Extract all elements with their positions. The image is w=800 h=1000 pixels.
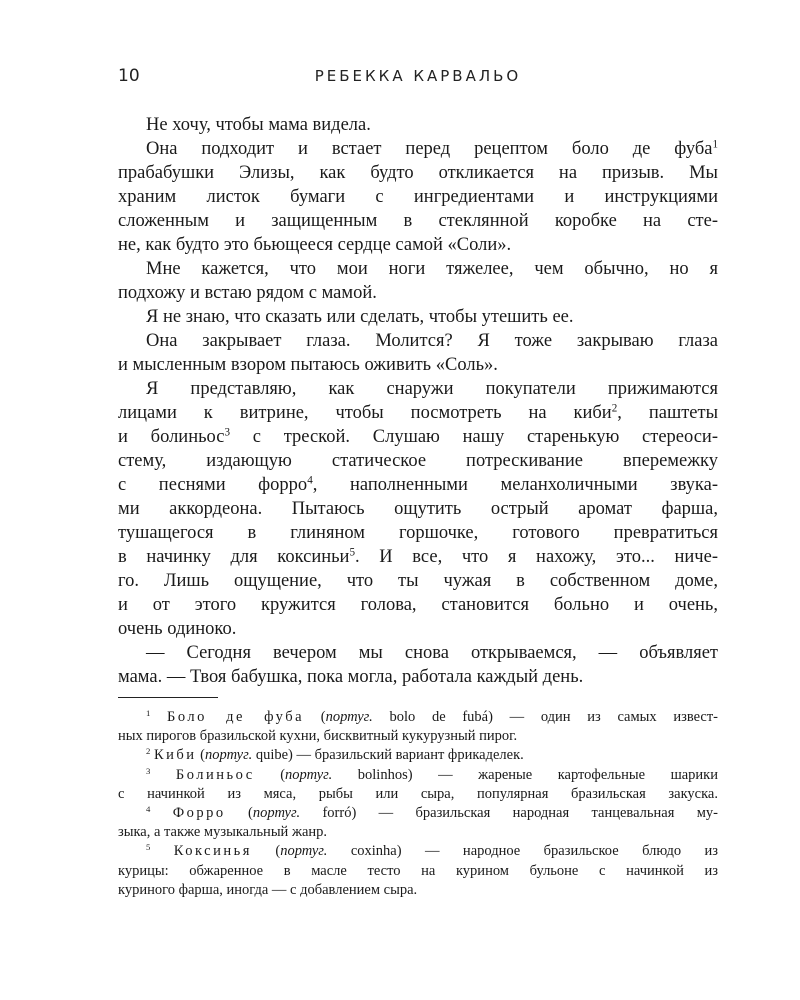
body-text	[118, 113, 718, 689]
text-segment: bolo de fubá) — один из самых извест-	[372, 709, 719, 725]
body-line	[118, 113, 718, 137]
text-segment: лицами к витрине, чтобы посмотреть на киби	[118, 403, 612, 423]
footnote-marker: 3	[224, 426, 231, 439]
text-segment: ми аккордеона. Пытаюсь ощутить острый аромат фарша,	[118, 499, 718, 519]
text-segment: coxinha) — народное бразильское блюдо из	[327, 843, 718, 860]
body-line	[118, 617, 718, 641]
text-segment: португ.	[205, 747, 253, 764]
footnote-line	[118, 842, 718, 861]
text-segment: (	[304, 709, 326, 725]
text-segment: Я представляю, как снаружи покупатели прижимаются	[146, 379, 718, 399]
text-segment: Она закрывает глаза. Молится? Я тоже закрываю глаза	[146, 331, 718, 351]
text-segment: Болиньос	[175, 766, 255, 783]
footnote-divider	[118, 697, 218, 698]
body-line	[118, 425, 718, 449]
text-segment: португ.	[280, 843, 328, 860]
body-line	[118, 257, 718, 281]
footnote-line	[118, 804, 718, 823]
body-line	[118, 497, 718, 521]
text-segment: (	[196, 747, 206, 764]
text-segment: с песнями форро	[118, 475, 308, 495]
text-segment: (	[225, 804, 253, 821]
page-number: 10	[118, 66, 140, 86]
text-segment: сложенным и защищенным в стеклянной коробке на сте-	[118, 211, 718, 231]
footnote-line	[118, 823, 718, 842]
text-segment: и болиньос	[118, 427, 225, 447]
text-segment: ных пирогов бразильской кухни, бисквитный кукурузный пирог.	[118, 728, 518, 745]
body-line	[118, 305, 718, 329]
text-segment: . И все, что я нахожу, это... ниче-	[355, 547, 718, 567]
text-segment: португ.	[285, 766, 333, 783]
text-segment: , наполненными меланхоличными звука-	[312, 475, 719, 495]
text-segment	[150, 767, 176, 783]
body-line	[118, 377, 718, 401]
footnote-line	[118, 785, 718, 804]
text-segment: Не хочу, чтобы мама видела.	[146, 115, 371, 135]
body-line	[118, 161, 718, 185]
text-segment: Мне кажется, что мои ноги тяжелее, чем обычно, но я	[146, 259, 718, 279]
body-line	[118, 545, 718, 569]
footnote-marker: 1	[146, 707, 151, 718]
text-segment: тушащегося в глиняном горшочке, готового превратиться	[118, 523, 718, 543]
body-line	[118, 401, 718, 425]
body-line	[118, 353, 718, 377]
text-segment: мама. — Твоя бабушка, пока могла, работала каждый день.	[118, 667, 584, 687]
text-segment: , паштеты	[617, 403, 718, 423]
text-segment: quibe) — бразильский вариант фрикаделек.	[252, 747, 524, 764]
text-segment: bolinhos) — жареные картофельные шарики	[332, 766, 718, 783]
text-segment: прабабушки Элизы, как будто откликается на призыв. Мы	[118, 163, 718, 183]
footnote-line	[118, 862, 718, 881]
text-segment	[150, 843, 173, 859]
body-line	[118, 233, 718, 257]
text-segment: и мысленным взором пытаюсь оживить «Соль».	[118, 355, 498, 375]
text-segment: — Сегодня вечером мы снова открываемся, — объявляет	[146, 643, 718, 663]
footnote-marker: 1	[712, 138, 718, 151]
text-segment: стему, издающую статическое потрескивание вперемежку	[118, 451, 718, 471]
text-segment: (	[251, 843, 281, 860]
text-segment: (	[254, 766, 286, 783]
text-segment: и от этого кружится голова, становится больно и очень,	[118, 595, 718, 615]
text-segment: зыка, а также музыкальный жанр.	[118, 824, 328, 841]
body-line	[118, 449, 718, 473]
body-line	[118, 521, 718, 545]
footnote-marker: 4	[307, 474, 313, 487]
text-segment: подхожу и встаю рядом с мамой.	[118, 283, 377, 303]
body-line	[118, 281, 718, 305]
body-line	[118, 665, 718, 689]
footnote-marker: 4	[146, 803, 151, 814]
body-line	[118, 185, 718, 209]
text-segment: Коксинья	[173, 843, 252, 860]
text-segment: Она подходит и встает перед рецептом боло де фуба	[146, 139, 713, 159]
text-segment: храним листок бумаги с ингредиентами и инструкциями	[118, 187, 718, 207]
text-segment: Киби	[153, 747, 197, 764]
footnotes	[118, 708, 718, 900]
text-segment	[150, 709, 167, 725]
body-line	[118, 569, 718, 593]
footnote-line	[118, 708, 718, 727]
footnote-line	[118, 727, 718, 746]
body-line	[118, 209, 718, 233]
footnote-line	[118, 766, 718, 785]
text-segment: очень одиноко.	[118, 619, 237, 639]
text-segment: с треской. Слушаю нашу старенькую стереоси-	[230, 427, 718, 447]
footnote-marker: 5	[146, 842, 151, 853]
text-segment: куриного фарша, иногда — с добавлением сыра.	[118, 881, 418, 898]
footnote-marker: 5	[349, 546, 356, 559]
footnote-marker: 2	[146, 746, 151, 757]
text-segment: курицы: обжаренное в масле тесто на курином бульоне с начинкой из	[118, 862, 718, 879]
body-line	[118, 137, 718, 161]
text-segment: португ.	[325, 709, 373, 725]
body-line	[118, 473, 718, 497]
body-line	[118, 593, 718, 617]
text-segment: с начинкой из мяса, рыбы или сыра, популярная бразильская закуска.	[118, 785, 718, 802]
footnote-line	[118, 881, 718, 900]
text-segment: Боло де фуба	[167, 709, 305, 725]
body-line	[118, 641, 718, 665]
text-segment: Форро	[172, 804, 226, 821]
text-segment	[150, 805, 172, 821]
text-segment: Я не знаю, что сказать или сделать, чтобы утешить ее.	[146, 307, 574, 327]
text-segment: португ.	[252, 804, 301, 821]
text-segment: forró) — бразильская народная танцевальная му-	[300, 804, 718, 821]
text-segment: не, как будто это бьющееся сердце самой «Соли».	[118, 235, 512, 255]
footnote-marker: 3	[146, 765, 151, 776]
footnote-marker: 2	[611, 402, 618, 415]
body-line	[118, 329, 718, 353]
text-segment: в начинку для коксиньи	[118, 547, 350, 567]
running-title: РЕБЕККА КАРВАЛЬО	[314, 67, 522, 85]
text-segment: го. Лишь ощущение, что ты чужая в собственном доме,	[118, 571, 718, 591]
footnote-line	[118, 746, 718, 765]
